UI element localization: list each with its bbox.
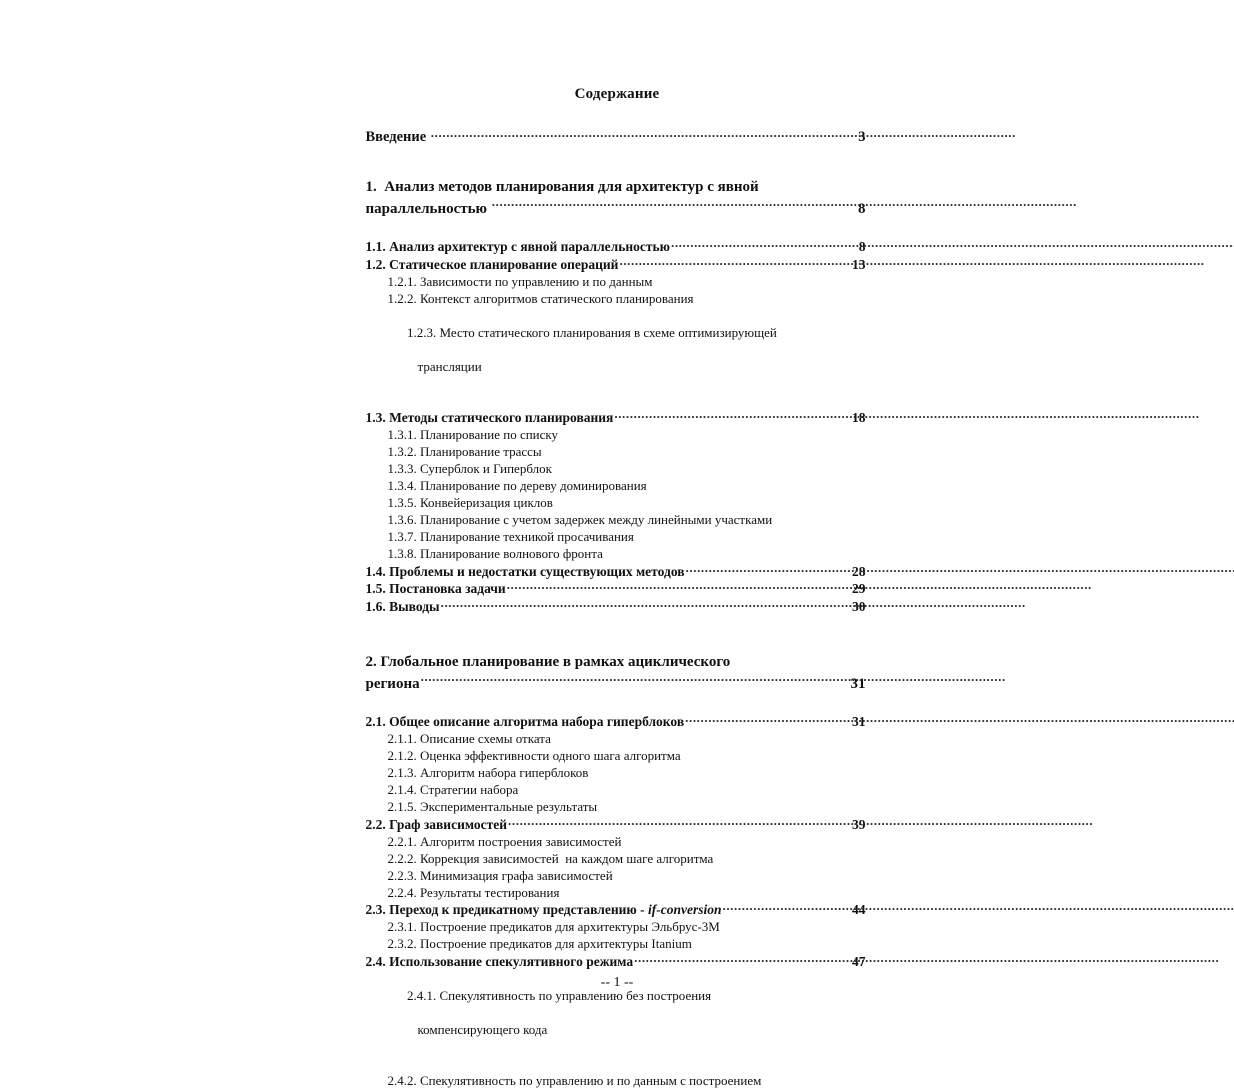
toc-entry-1-6[interactable] <box>366 597 866 615</box>
dot-leader <box>686 562 851 576</box>
toc-entry-2-2-1[interactable]: 2.2.1. Алгоритм построения зависимостей <box>387 833 622 849</box>
toc-entry-label-continuation: трансляции <box>417 358 482 374</box>
toc-page-number: 47 <box>852 953 866 969</box>
toc-page-number: 13 <box>852 256 866 272</box>
document-page <box>221 0 1014 1088</box>
toc-entry-chapter-2[interactable] <box>366 651 866 695</box>
toc-entry-1-3-1[interactable]: 1.3.1. Планирование по списку <box>387 427 559 442</box>
toc-entry-label: 1.4. Проблемы и недостатки существующих методов <box>365 563 685 579</box>
toc-entry-label-line2: региона <box>365 675 420 692</box>
toc-entry-2-2[interactable] <box>366 815 866 833</box>
toc-page-number: 8 <box>858 200 866 217</box>
dot-leader <box>614 409 851 423</box>
toc-entry-1-3-7[interactable]: 1.3.7. Планирование техникой просачивания <box>387 529 634 544</box>
page-footer: -- 1 -- <box>600 975 634 990</box>
toc-page-number: 39 <box>852 816 866 832</box>
dot-leader <box>508 815 851 829</box>
toc-entry-label: 2.1. Общее описание алгоритма набора гиперблоков <box>365 714 685 729</box>
toc-page-number: 31 <box>848 714 866 729</box>
dot-leader <box>431 126 857 141</box>
spacer <box>366 146 866 176</box>
toc-entry-label-line2: параллельностью <box>365 200 491 217</box>
toc-entry-1-2-3[interactable] <box>388 307 866 409</box>
dot-leader <box>421 673 850 688</box>
dot-leader <box>634 952 851 966</box>
toc-entry-2-2-3[interactable]: 2.2.3. Минимизация графа зависимостей <box>387 867 613 883</box>
toc-entry-label: 2.4. Использование спекулятивного режима <box>365 953 634 969</box>
toc-entry-2-3-1[interactable]: 2.3.1. Построение предикатов для архитектуры Эльбрус-3М <box>387 919 720 934</box>
toc-entry-label: 1.1. Анализ архитектур с явной параллельностью <box>365 239 670 254</box>
dot-leader <box>671 238 858 252</box>
dot-leader <box>507 580 851 594</box>
dot-leader <box>685 713 848 727</box>
toc-entry-1-3-6[interactable]: 1.3.6. Планирование с учетом задержек между линейными участками <box>387 512 773 527</box>
toc-entry-1-3[interactable] <box>366 409 866 427</box>
toc-entry-label: Введение <box>365 128 430 145</box>
toc-entry-1-2[interactable] <box>366 255 866 273</box>
dot-leader <box>722 901 851 915</box>
toc-entry-label: 2.2. Граф зависимостей <box>365 816 508 832</box>
toc-entry-label-line1: 2. Глобальное планирование в рамках ациклического <box>365 653 731 670</box>
toc-entry-label: 1.6. Выводы <box>365 598 440 614</box>
toc-entry-1-3-5[interactable]: 1.3.5. Конвейеризация циклов <box>387 495 553 510</box>
toc-page-number: 29 <box>852 581 866 596</box>
toc-entry-1-2-1[interactable]: 1.2.1. Зависимости по управлению и по данным <box>387 273 653 289</box>
toc-entry-1-3-4[interactable]: 1.3.4. Планирование по дереву доминирования <box>387 478 647 493</box>
toc-page-number: 31 <box>850 675 866 692</box>
toc-entry-2-4[interactable] <box>366 952 866 970</box>
spacer <box>366 615 866 651</box>
toc-entry-label: 1.2.3. Место статического планирования в схеме оптимизирующей <box>407 324 777 340</box>
toc-page-number: 44 <box>852 902 866 917</box>
toc-entry-label-line1: 1. Анализ методов планирования для архитектур с явной <box>365 178 759 195</box>
toc-entry-2-3[interactable] <box>366 901 866 919</box>
toc-entry-label: 1.5. Постановка задачи <box>365 581 506 596</box>
toc-entry-1-3-2[interactable]: 1.3.2. Планирование трассы <box>387 444 542 459</box>
toc-entry-2-3-2[interactable]: 2.3.2. Построение предикатов для архитектуры Itanium <box>387 936 692 951</box>
toc-page-number: 3 <box>858 128 866 145</box>
toc-entry-2-1-2[interactable]: 2.1.2. Оценка эффективности одного шага алгоритма <box>387 748 681 763</box>
toc-entry-label: 2.4.1. Спекулятивность по управлению без построения <box>407 987 712 1003</box>
toc-entry-2-4-2[interactable]: 2.4.2. Спекулятивность по управлению и по данным с построением <box>387 1072 762 1088</box>
dot-leader <box>619 255 851 269</box>
toc-entry-label: 1.3. Методы статического планирования <box>365 410 614 425</box>
toc-page-number: 8 <box>858 239 866 254</box>
toc-entry-label-continuation: компенсирующего кода <box>417 1021 548 1037</box>
toc-entry-2-2-2[interactable]: 2.2.2. Коррекция зависимостей на каждом шаге алгоритма <box>387 850 714 866</box>
toc-entry-label-italic: if-conversion <box>647 902 722 917</box>
toc-page-number: 28 <box>852 563 866 579</box>
toc-entry-introduction[interactable] <box>366 126 866 146</box>
dot-leader <box>441 597 851 611</box>
toc-list <box>366 126 866 1089</box>
toc-entry-1-2-2[interactable]: 1.2.2. Контекст алгоритмов статического планирования <box>387 290 694 306</box>
toc-page-number: 18 <box>852 410 866 425</box>
toc-entry-2-2-4[interactable]: 2.2.4. Результаты тестирования <box>387 884 560 900</box>
toc-page-number: 30 <box>852 598 866 614</box>
toc-entry-2-1-4[interactable]: 2.1.4. Стратегии набора <box>387 782 519 797</box>
toc-entry-2-1-5[interactable]: 2.1.5. Экспериментальные результаты <box>387 799 598 814</box>
toc-entry-1-3-8[interactable]: 1.3.8. Планирование волнового фронта <box>387 546 603 561</box>
toc-entry-2-1[interactable] <box>366 713 866 731</box>
dot-leader <box>492 198 857 213</box>
toc-entry-label: 1.2. Статическое планирование операций <box>365 256 619 272</box>
page-title: Содержание <box>574 86 660 102</box>
toc-entry-2-1-3[interactable]: 2.1.3. Алгоритм набора гиперблоков <box>387 765 589 780</box>
toc-entry-2-1-1[interactable]: 2.1.1. Описание схемы отката <box>387 731 551 746</box>
toc-entry-chapter-1[interactable] <box>366 176 866 220</box>
toc-entry-label: 2.3. Переход к предикатному представлению - <box>365 902 648 917</box>
toc-entry-1-3-3[interactable]: 1.3.3. Суперблок и Гиперблок <box>387 461 552 476</box>
